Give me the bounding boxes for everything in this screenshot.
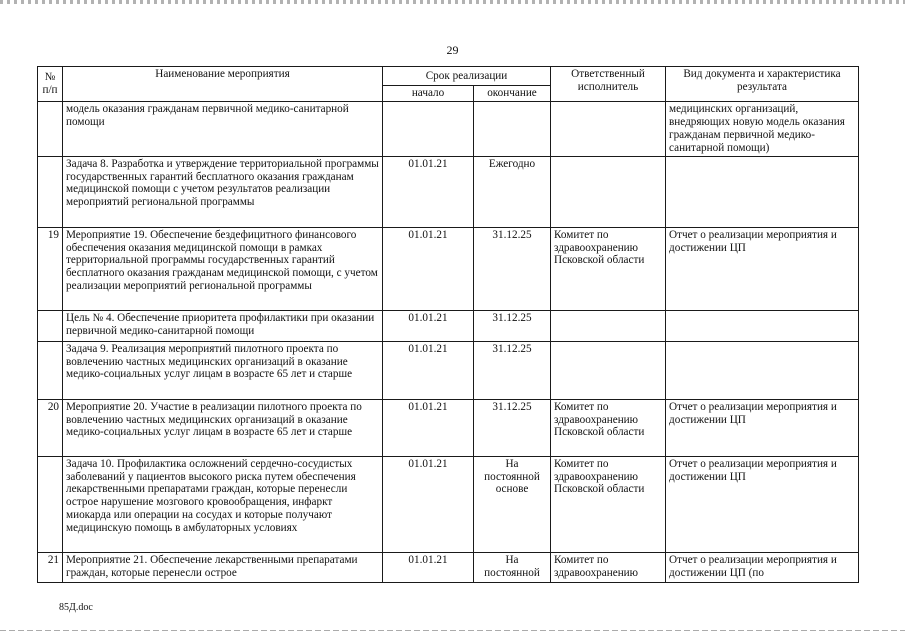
row-num: [38, 456, 63, 552]
row-executor: [551, 156, 666, 227]
table-row: [38, 456, 859, 552]
program-table: [37, 66, 859, 583]
row-end: 31.12.25: [474, 227, 551, 310]
row-result: Отчет о реализации мероприятия и достижении ЦП: [666, 399, 859, 456]
col-header-executor: Ответственный исполнитель: [551, 67, 666, 102]
col-header-start: начало: [383, 86, 474, 102]
row-name: модель оказания гражданам первичной медико-санитарной помощи: [63, 102, 383, 157]
row-executor: Комитет по здравоохранению Псковской области: [551, 399, 666, 456]
row-result: [666, 341, 859, 399]
row-num: [38, 341, 63, 399]
table-row: [38, 227, 859, 310]
row-result: [666, 156, 859, 227]
row-name: Задача 8. Разработка и утверждение территориальной программы государственных гарантий бесплатного оказания гражданам медицинской помощи с учетом результатов реализации мероприятий региональной программы: [63, 156, 383, 227]
row-executor: Комитет по здравоохранению Псковской области: [551, 227, 666, 310]
footer-filename: 85Д.doc: [59, 602, 93, 613]
col-header-name: Наименование мероприятия: [63, 67, 383, 102]
table-row: [38, 341, 859, 399]
row-name: Задача 9. Реализация мероприятий пилотного проекта по вовлечению частных медицинских организаций в оказание медико-социальных услуг лицам в возрасте 65 лет и старше: [63, 341, 383, 399]
table-row: [38, 310, 859, 341]
row-start: 01.01.21: [383, 341, 474, 399]
scan-top-edge: [0, 0, 905, 4]
row-name: Мероприятие 20. Участие в реализации пилотного проекта по вовлечению частных медицинских организаций в оказание медико-социальных услуг лицам в возрасте 65 лет и старше: [63, 399, 383, 456]
row-num: [38, 156, 63, 227]
row-num: [38, 310, 63, 341]
row-name: Мероприятие 19. Обеспечение бездефицитного финансового обеспечения оказания медицинской помощи в рамках территориальной программы государственных гарантий бесплатного оказания гражданам медицинской помощи, с учетом реализации мероприятий региональной программы: [63, 227, 383, 310]
table-row: [38, 399, 859, 456]
row-start: 01.01.21: [383, 456, 474, 552]
row-end: 31.12.25: [474, 341, 551, 399]
row-end: 31.12.25: [474, 399, 551, 456]
row-end: 31.12.25: [474, 310, 551, 341]
row-result: медицинских организаций, внедряющих новую модель оказания гражданам первичной медико-санитарной помощи): [666, 102, 859, 157]
row-name: Цель № 4. Обеспечение приоритета профилактики при оказании первичной медико-санитарной помощи: [63, 310, 383, 341]
row-start: 01.01.21: [383, 156, 474, 227]
col-header-doc-type: Вид документа и характеристика результата: [666, 67, 859, 102]
row-executor: [551, 341, 666, 399]
row-end: [474, 102, 551, 157]
row-num: [38, 102, 63, 157]
row-start: 01.01.21: [383, 227, 474, 310]
row-num: 20: [38, 399, 63, 456]
row-start: 01.01.21: [383, 310, 474, 341]
scan-bottom-edge: [0, 630, 905, 631]
row-start: 01.01.21: [383, 552, 474, 582]
row-num: 21: [38, 552, 63, 582]
table-row: [38, 156, 859, 227]
row-end: На постоянной: [474, 552, 551, 582]
row-start: [383, 102, 474, 157]
page-number: 29: [446, 43, 459, 57]
row-executor: [551, 310, 666, 341]
table-row: [38, 552, 859, 582]
col-header-end: окончание: [474, 86, 551, 102]
row-name: Задача 10. Профилактика осложнений сердечно-сосудистых заболеваний у пациентов высокого риска путем обеспечения лекарственными препаратами граждан, которые перенесли острое нарушение мозгового кровообращения, инфаркт миокарда или операции на сосудах и которые получают медицинскую помощь в амбулаторных условиях: [63, 456, 383, 552]
row-executor: [551, 102, 666, 157]
row-executor: Комитет по здравоохранению Псковской области: [551, 456, 666, 552]
row-end: На постоянной основе: [474, 456, 551, 552]
row-executor: Комитет по здравоохранению: [551, 552, 666, 582]
row-result: [666, 310, 859, 341]
row-name: Мероприятие 21. Обеспечение лекарственными препаратами граждан, которые перенесли острое: [63, 552, 383, 582]
col-header-num: № п/п: [38, 67, 63, 102]
row-result: Отчет о реализации мероприятия и достижении ЦП: [666, 227, 859, 310]
table-row: [38, 102, 859, 157]
row-num: 19: [38, 227, 63, 310]
col-header-period: Срок реализации: [383, 67, 551, 86]
row-end: Ежегодно: [474, 156, 551, 227]
row-start: 01.01.21: [383, 399, 474, 456]
row-result: Отчет о реализации мероприятия и достижении ЦП: [666, 456, 859, 552]
row-result: Отчет о реализации мероприятия и достижении ЦП (по: [666, 552, 859, 582]
